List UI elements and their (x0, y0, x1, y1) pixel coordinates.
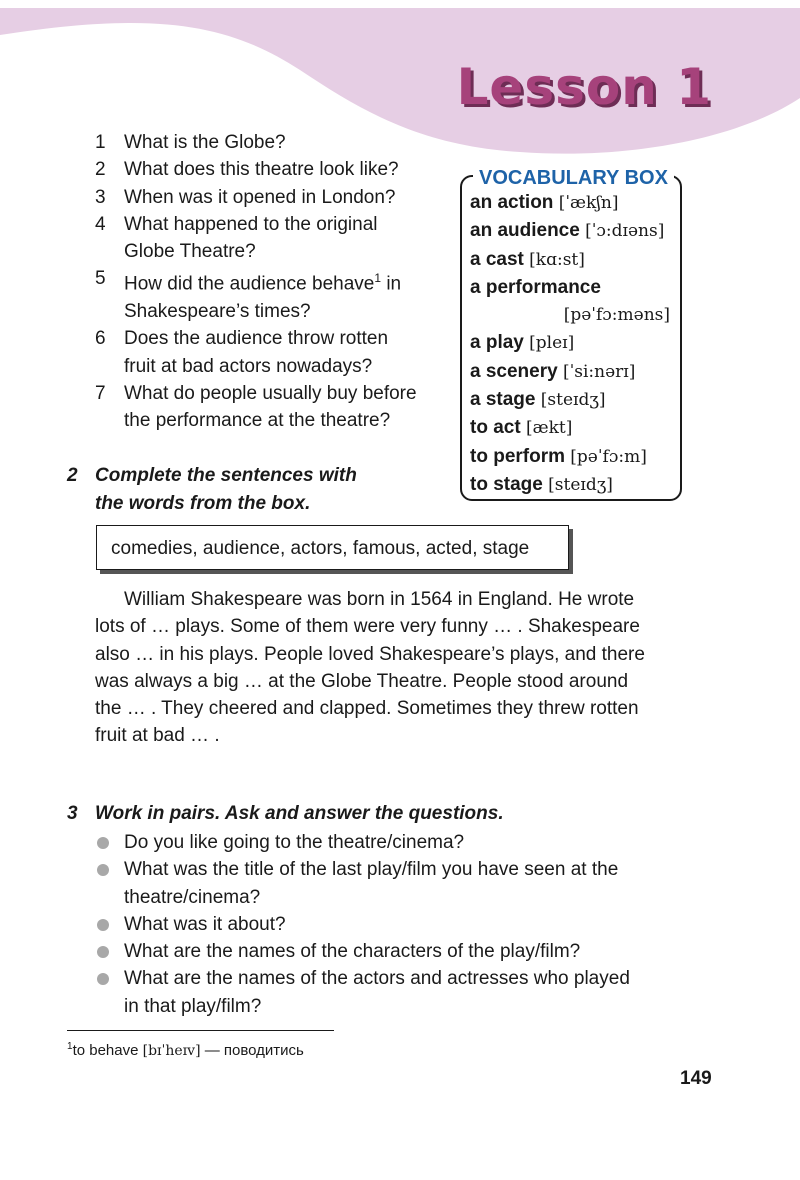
footnote-divider (67, 1030, 334, 1031)
vocab-word: a performance (470, 276, 601, 298)
vocab-transcription: [pəˈfɔ:məns] (563, 305, 670, 326)
vocabulary-item (470, 386, 670, 414)
bullet-text-line: in that play/film? (124, 995, 262, 1017)
questions-list (95, 129, 445, 435)
question-text-line: Globe Theatre? (124, 241, 256, 263)
vocabulary-item (470, 471, 670, 499)
question-number: 3 (95, 186, 106, 208)
paragraph-line: fruit at bad … . (95, 725, 220, 747)
bullet-item (95, 965, 685, 1020)
word-box: comedies, audience, actors, famous, acted, stage (96, 525, 569, 570)
vocab-transcription: [steɪdʒ] (548, 474, 613, 495)
bullet-text-line: theatre/cinema? (124, 886, 261, 908)
paragraph-line: William Shakespeare was born in 1564 in England. He wrote (124, 589, 635, 610)
bullet-text-line: What are the names of the actors and actresses who played (124, 968, 630, 990)
vocab-word: a cast (470, 248, 524, 270)
bullet-icon (95, 965, 124, 1020)
task-heading-line: Complete the sentences with (95, 465, 357, 486)
question-text: When was it opened in London? (124, 186, 396, 208)
vocab-transcription: [kɑ:st] (529, 249, 585, 270)
paragraph-line: also … in his plays. People loved Shakespeare’s plays, and there (95, 643, 645, 665)
paragraph-line: lots of … plays. Some of them were very funny … . Shakespeare (95, 616, 640, 638)
vocabulary-item (470, 274, 670, 301)
vocabulary-item (470, 246, 670, 274)
vocab-transcription: [ækt] (525, 418, 573, 439)
question-number: 5 (95, 268, 106, 290)
footnote-transcription: [bɪˈheɪv] (142, 1043, 201, 1059)
vocab-word: to perform (470, 445, 565, 467)
vocab-word: to stage (470, 473, 543, 495)
bullet-text-line: Do you like going to the theatre/cinema? (124, 832, 465, 853)
question-number: 1 (95, 132, 106, 153)
bullet-text-line: What was the title of the last play/film you have seen at the (124, 859, 619, 881)
question-number: 6 (95, 328, 106, 350)
vocab-transcription: [steɪdʒ] (540, 390, 606, 411)
task-3-number: 3 (67, 803, 78, 824)
task-2-number: 2 (67, 465, 78, 486)
vocab-word: to act (470, 417, 521, 439)
question-item (95, 380, 445, 435)
vocabulary-item (470, 217, 670, 245)
question-number: 2 (95, 159, 106, 181)
vocabulary-item (470, 189, 670, 217)
task-2-paragraph (95, 586, 695, 750)
question-text-line: Shakespeare’s times? (124, 301, 311, 323)
bullet-icon (95, 911, 124, 938)
task-heading-line: the words from the box. (95, 492, 311, 514)
question-text-line: Does the audience throw rotten (124, 328, 389, 350)
vocabulary-box-title: VOCABULARY BOX (473, 165, 674, 191)
question-text-line: How did the audience behave (124, 273, 375, 295)
vocab-word: a play (470, 332, 524, 354)
vocabulary-item (470, 443, 670, 471)
vocabulary-item (470, 358, 670, 386)
question-text: What is the Globe? (124, 132, 286, 153)
vocabulary-item-transcription-line (470, 301, 670, 329)
vocab-word: an action (470, 192, 554, 213)
vocab-transcription: [ˈækʃn] (558, 193, 619, 213)
question-text-line: What happened to the original (124, 213, 378, 235)
question-item (95, 156, 445, 183)
vocab-word: a scenery (470, 360, 558, 382)
lesson-title: Lesson 1 (456, 58, 712, 116)
footnote-mark: 1 (67, 1041, 73, 1052)
vocab-transcription: [ˈɔ:dɪəns] (585, 221, 665, 242)
footnote-mark: 1 (374, 271, 382, 286)
question-text-line: the performance at the theatre? (124, 410, 391, 432)
question-item (95, 129, 445, 156)
question-item (95, 265, 445, 325)
vocabulary-list (470, 189, 670, 499)
vocab-transcription: [ˈsi:nərɪ] (562, 361, 636, 382)
bullet-item (95, 938, 685, 965)
question-item (95, 184, 445, 211)
vocab-transcription: [pəˈfɔ:m] (570, 446, 647, 467)
question-text-line: fruit at bad actors nowadays? (124, 355, 373, 377)
bullet-icon (95, 856, 124, 911)
question-number: 7 (95, 383, 106, 404)
paragraph-line: the … . They cheered and clapped. Sometimes they threw rotten (95, 698, 639, 720)
question-item (95, 211, 445, 266)
question-text-line: What do people usually buy before (124, 383, 417, 404)
task-3-heading: Work in pairs. Ask and answer the questions. (95, 803, 504, 824)
task-3-bullet-list (95, 829, 685, 1020)
vocab-word: an audience (470, 220, 580, 242)
bullet-text-line: What are the names of the characters of the play/film? (124, 941, 581, 963)
footnote (67, 1036, 304, 1062)
bullet-item (95, 911, 685, 938)
paragraph-line: was always a big … at the Globe Theatre. People stood around (95, 670, 629, 692)
vocabulary-item (470, 329, 670, 357)
vocabulary-item (470, 414, 670, 442)
vocab-transcription: [pleɪ] (529, 333, 575, 354)
task-2-heading (95, 462, 357, 517)
vocab-word: a stage (470, 389, 536, 411)
question-number: 4 (95, 213, 106, 235)
bullet-icon (95, 829, 124, 856)
bullet-item (95, 856, 685, 911)
bullet-text-line: What was it about? (124, 913, 286, 935)
question-text-continuation: in (381, 273, 402, 295)
footnote-term: to behave (72, 1042, 139, 1059)
question-text: What does this theatre look like? (124, 159, 399, 181)
footnote-translation: — поводитись (200, 1042, 304, 1059)
question-item (95, 325, 445, 380)
bullet-icon (95, 938, 124, 965)
page-number: 149 (680, 1068, 712, 1089)
bullet-item (95, 829, 685, 856)
